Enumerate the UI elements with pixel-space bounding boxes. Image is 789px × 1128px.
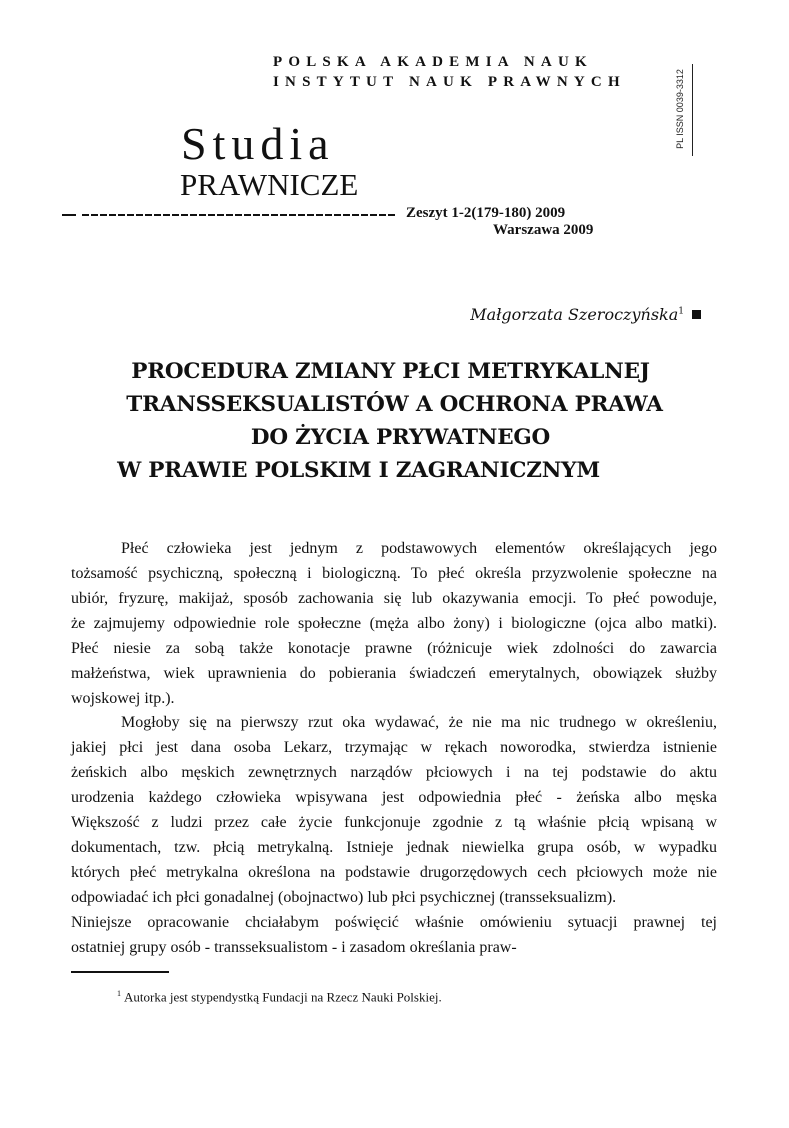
body-line: ubiór, fryzurę, makijaż, sposób zachowania się lub okazywania emocji. To płeć powoduje,	[71, 590, 717, 607]
rule-segment	[370, 214, 377, 216]
rule-segment	[199, 214, 206, 216]
rule-segment	[100, 214, 107, 216]
body-line: tożsamość psychiczną, społeczną i biologiczną. To płeć określa przyzwolenie społeczne na	[71, 565, 717, 582]
place-year: Warszawa 2009	[493, 222, 594, 238]
rule-segment	[118, 214, 125, 216]
rule-segment	[244, 214, 251, 216]
rule-segment	[82, 214, 89, 216]
article-title-line: W PRAWIE POLSKIM I ZAGRANICZNYM	[117, 458, 600, 483]
body-line: Większość z ludzi przez całe życie funkcjonuje zgodnie z tą właśnie płcią wpisaną w	[71, 814, 717, 831]
body-line: Niniejsze opracowanie chciałabym poświęcić właśnie omówieniu sytuacji prawnej tej	[71, 914, 717, 931]
rule-segment	[271, 214, 278, 216]
footnote-separator	[71, 971, 169, 973]
rule-segment	[352, 214, 359, 216]
body-line: urodzenia każdego człowieka wpisywana jest odpowiednia płeć - żeńska albo męska	[71, 789, 717, 806]
rule-segment	[325, 214, 332, 216]
body-line: jakiej płci jest dana osoba Lekarz, trzymając w rękach noworodka, stwierdza istnienie	[71, 739, 717, 756]
footnote-text: Autorka jest stypendystką Fundacji na Rzecz Nauki Polskiej.	[124, 989, 442, 1005]
journal-subtitle: PRAWNICZE	[180, 167, 359, 202]
rule-segment	[262, 214, 269, 216]
rule-segment	[109, 214, 116, 216]
rule-segment	[226, 214, 233, 216]
rule-segment	[280, 214, 287, 216]
body-line: Mogłoby się na pierwszy rzut oka wydawać, że nie ma nic trudnego w określeniu,	[121, 714, 717, 731]
article-title-line: DO ŻYCIA PRYWATNEGO	[250, 425, 551, 450]
rule-segment	[361, 214, 368, 216]
body-line: małżeństwa, wiek uprawnienia do pobierania świadczeń emerytalnych, obowiązek służby	[71, 665, 717, 682]
rule-segment	[388, 214, 395, 216]
author-footnote-marker: 1	[678, 306, 684, 317]
rule-segment	[298, 214, 305, 216]
body-line: dokumentach, tzw. płcią metrykalną. Istnieje jednak niewielka grupa osób, w wypadku	[71, 839, 717, 856]
author-byline	[470, 305, 701, 324]
article-title-line: PROCEDURA ZMIANY PŁCI METRYKALNEJ	[131, 359, 650, 384]
body-line: odpowiadać ich płci gonadalnej (obojnactwo) lub płci psychicznej (transseksualizm).	[71, 889, 617, 906]
rule-segment	[235, 214, 242, 216]
body-line: Płeć człowieka jest jednym z podstawowych elementów określających jego	[121, 540, 717, 557]
rule-segment	[334, 214, 341, 216]
rule-segment	[163, 214, 170, 216]
rule-segment	[316, 214, 323, 216]
body-line: których płeć metrykalna określona na podstawie drugorzędowych cech płciowych może nie	[71, 864, 717, 881]
rule-segment	[190, 214, 197, 216]
body-line: wojskowej itp.).	[71, 690, 175, 707]
rule-segment	[307, 214, 314, 216]
issn-vertical-rule	[692, 64, 693, 156]
body-line: żeńskich albo męskich zewnętrznych narządów płciowych i na tej podstawie do aktu	[71, 764, 717, 781]
footnote-marker: 1	[117, 989, 121, 998]
rule-segment	[343, 214, 350, 216]
body-line: ostatniej grupy osób - transseksualistom - i zasadom określania praw-	[71, 939, 517, 956]
rule-segment	[217, 214, 224, 216]
rule-segment	[172, 214, 179, 216]
rule-segment	[208, 214, 215, 216]
issn-block	[662, 64, 698, 160]
institution-line-2: INSTYTUT NAUK PRAWNYCH	[273, 74, 626, 90]
square-bullet-icon	[692, 310, 701, 319]
rule-segment	[289, 214, 296, 216]
rule-segment	[62, 214, 76, 216]
dashed-rule	[62, 214, 398, 217]
footnote	[117, 989, 442, 1005]
rule-segment	[181, 214, 188, 216]
rule-segment	[91, 214, 98, 216]
article-title-line: TRANSSEKSUALISTÓW A OCHRONA PRAWA	[126, 392, 663, 417]
author-name: Małgorzata Szeroczyńska	[470, 305, 679, 324]
journal-title: Studia	[181, 118, 335, 169]
body-line: Płeć niesie za sobą także konotacje prawne (różnicuje wiek zdolności do zawarcia	[71, 640, 717, 657]
rule-segment	[154, 214, 161, 216]
issue-label: Zeszyt 1-2(179-180) 2009	[406, 205, 566, 221]
rule-segment	[127, 214, 134, 216]
institution-line-1: POLSKA AKADEMIA NAUK	[273, 54, 593, 70]
rule-segment	[253, 214, 260, 216]
rule-segment	[379, 214, 386, 216]
rule-segment	[136, 214, 143, 216]
rule-segment	[145, 214, 152, 216]
issn-text: PL ISSN 0039-3312	[675, 69, 685, 149]
body-line: że zajmujemy odpowiednie role społeczne (męża albo żony) i biologiczne (ojca albo matki).	[71, 615, 717, 632]
